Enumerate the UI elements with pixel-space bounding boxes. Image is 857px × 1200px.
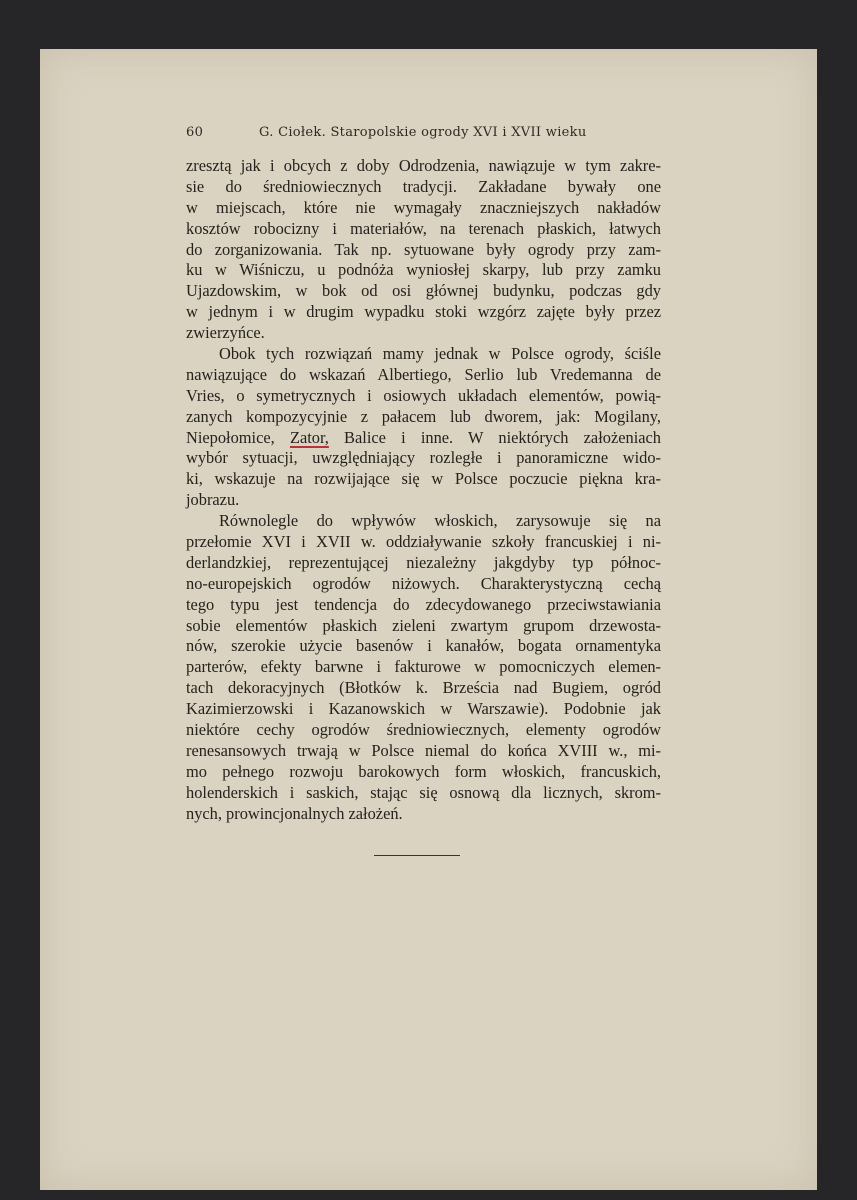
paragraph <box>186 344 661 511</box>
text-line: do zorganizowania. Tak np. sytuowane były ogrody przy zam- <box>186 239 661 259</box>
text-line: Obok tych rozwiązań mamy jednak w Polsce ogrody, ściśle <box>219 344 661 364</box>
text-line: niektóre cechy ogrodów średniowiecznych, elementy ogrodów <box>186 720 661 740</box>
body-text <box>186 156 661 825</box>
text-line: derlandzkiej, reprezentującej niezależny jakgdyby typ północ- <box>186 552 661 572</box>
paragraph <box>186 511 661 824</box>
text-line: sobie elementów płaskich zieleni zwartym grupom drzewosta- <box>186 615 661 635</box>
text-line: sie do średniowiecznych tradycji. Zakładane bywały one <box>186 176 661 196</box>
text-line: ku w Wiśniczu, u podnóża wyniosłej skarpy, lub przy zamku <box>186 260 661 280</box>
paragraph <box>186 156 661 344</box>
text-line: nów, szerokie użycie basenów i kanałów, bogata ornamentyka <box>186 636 661 656</box>
page-number: 60 <box>186 125 204 140</box>
text-line: zresztą jak i obcych z doby Odrodzenia, nawiązuje w tym zakre- <box>186 156 661 175</box>
text-line: mo pełnego rozwoju barokowych form włoskich, francuskich, <box>186 761 661 781</box>
text-line: ki, wskazuje na rozwijające się w Polsce poczucie piękna kra- <box>186 469 661 489</box>
text-line: no-europejskich ogrodów niżowych. Charakterystyczną cechą <box>186 573 661 593</box>
text-line: zwierzyńce. <box>186 323 265 343</box>
text-line: parterów, efekty barwne i fakturowe w pomocniczych elemen- <box>186 657 661 677</box>
text-line: zanych kompozycyjnie z pałacem lub dworem, jak: Mogilany, <box>186 406 661 426</box>
text-line: jobrazu. <box>186 490 240 510</box>
text-line: wybór sytuacji, uwzględniający rozległe i panoramiczne wido- <box>186 448 661 468</box>
text-line: przełomie XVI i XVII w. oddziaływanie szkoły francuskiej i ni- <box>186 532 661 552</box>
text-line: w jednym i w drugim wypadku stoki wzgórz zajęte były przez <box>186 302 661 322</box>
text-line: tach dekoracyjnych (Błotków k. Brześcia nad Bugiem, ogród <box>186 678 661 698</box>
text-line: Równolegle do wpływów włoskich, zarysowuje się na <box>219 511 661 531</box>
running-header <box>186 125 586 140</box>
text-line: nawiązujące do wskazań Albertiego, Serlio lub Vredemanna de <box>186 364 661 384</box>
text-line: w miejscach, które nie wymagały znaczniejszych nakładów <box>186 197 661 217</box>
end-rule <box>374 855 460 856</box>
text-line: Vries, o symetrycznych i osiowych układach elementów, powią- <box>186 385 661 405</box>
text-line: kosztów robocizny i materiałów, na terenach płaskich, łatwych <box>186 218 661 238</box>
text-line: nych, prowincjonalnych założeń. <box>186 803 403 823</box>
text-line: Ujazdowskim, w bok od osi głównej budynku, podczas gdy <box>186 281 661 301</box>
text-line: Kazimierzowski i Kazanowskich w Warszawie). Podobnie jak <box>186 699 661 719</box>
text-line: holenderskich i saskich, stając się osnową dla licznych, skrom- <box>186 782 661 802</box>
text-line: Niepołomice, Zator, Balice i inne. W niektórych założeniach <box>186 427 661 447</box>
running-title: G. Ciołek. Staropolskie ogrody XVI i XVII wieku <box>259 125 587 140</box>
underlined-word: Zator, <box>289 427 329 447</box>
text-line: tego typu jest tendencja do zdecydowanego przeciwstawiania <box>186 594 661 614</box>
text-line: renesansowych trwają w Polsce niemal do końca XVIII w., mi- <box>186 740 661 760</box>
